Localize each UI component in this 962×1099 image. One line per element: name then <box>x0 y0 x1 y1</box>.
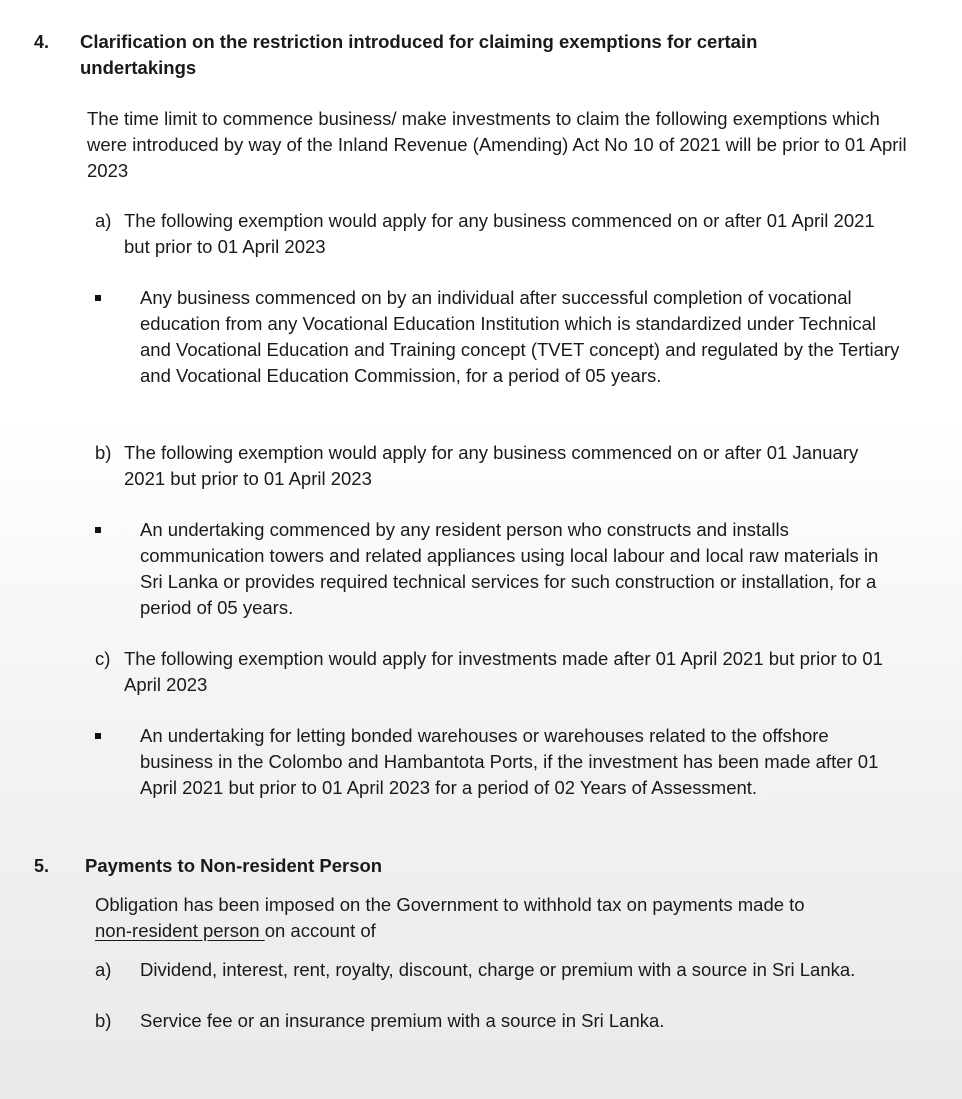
bullet-marker <box>95 733 101 739</box>
section-5-intro-text: Obligation has been imposed on the Government to withhold tax on payments made to <box>95 894 805 915</box>
bullet-marker <box>95 527 101 533</box>
item-b-label: b) <box>95 442 112 463</box>
item-b-bullet-text: An undertaking commenced by any resident person who constructs and installs communication towers and related appliances using local labour and local raw materials in Sri Lanka or provides required technical services for such construction or installation, for a period of 05 years. <box>140 519 879 618</box>
item-a-text: The following exemption would apply for any business commenced on or after 01 April 2021 but prior to 01 April 2023 <box>124 210 875 257</box>
section-5-intro <box>95 892 895 944</box>
item-a-label: a) <box>95 210 112 231</box>
section-5-item-b-label: b) <box>95 1010 112 1031</box>
section-5-number: 5. <box>34 856 50 876</box>
section-4-intro: The time limit to commence business/ make investments to claim the following exemptions which were introduced by way of the Inland Revenue (Amending) Act No 10 of 2021 will be prior to 01 April 2023 <box>87 108 907 181</box>
section-5-title: Payments to Non-resident Person <box>85 855 383 876</box>
section-5-item-a-label: a) <box>95 959 112 980</box>
section-4-number: 4. <box>34 32 50 52</box>
section-5-intro-tail: on account of <box>264 920 376 941</box>
section-5-item-a-text: Dividend, interest, rent, royalty, discount, charge or premium with a source in Sri Lanka. <box>140 959 856 980</box>
non-resident-person-term: non-resident person <box>95 920 265 941</box>
item-c-text: The following exemption would apply for investments made after 01 April 2021 but prior to 01 April 2023 <box>124 648 883 695</box>
bullet-marker <box>95 295 101 301</box>
item-c-bullet-text: An undertaking for letting bonded warehouses or warehouses related to the offshore business in the Colombo and Hambantota Ports, if the investment has been made after 01 April 2021 but prior to 01 April 2023 for a period of 02 Years of Assessment. <box>140 725 879 798</box>
item-a-bullet-text: Any business commenced on by an individual after successful completion of vocational education from any Vocational Education Institution which is standardized under Technical and Vocational Education and Training concept (TVET concept) and regulated by the Tertiary and Vocational Education Commission, for a period of 05 years. <box>140 287 900 386</box>
section-4-title: Clarification on the restriction introduced for claiming exemptions for certain undertakings <box>80 31 758 78</box>
item-c-label: c) <box>95 648 111 669</box>
section-5-item-b-text: Service fee or an insurance premium with a source in Sri Lanka. <box>140 1010 665 1031</box>
item-b-text: The following exemption would apply for any business commenced on or after 01 January 2021 but prior to 01 April 2023 <box>124 442 859 489</box>
